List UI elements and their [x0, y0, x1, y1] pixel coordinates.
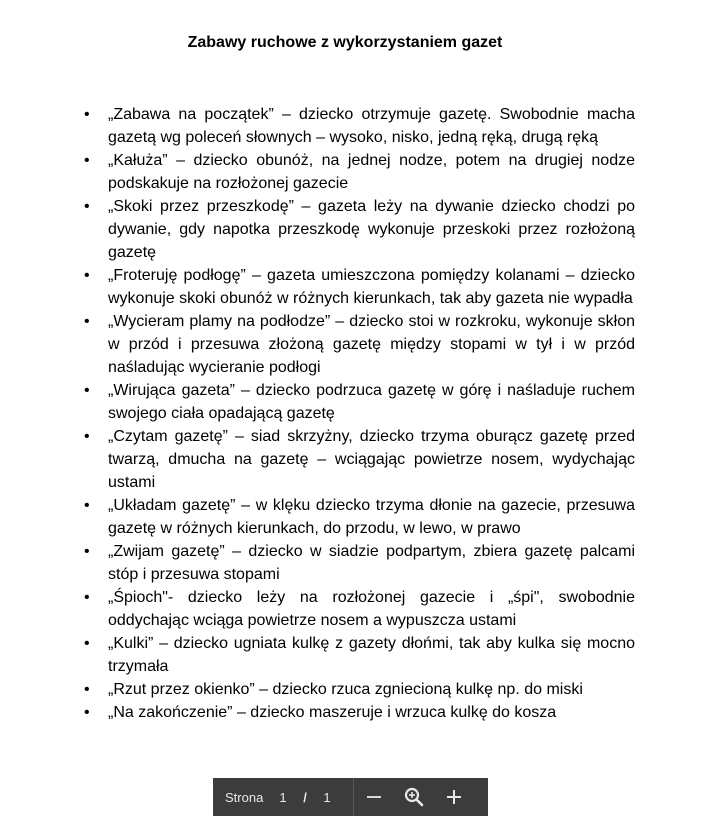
list-item — [80, 103, 635, 149]
page-separator: / — [303, 789, 307, 805]
list-item-text: „Froteruję podłogę” – gazeta umieszczona pomiędzy kolanami – dziecko wykonuje skoki obunóż w różnych kierunkach, tak aby gazeta nie wypadła — [108, 267, 635, 307]
list-item-text: „Rzut przez okienko” – dziecko rzuca zgniecioną kulkę np. do miski — [108, 681, 583, 698]
list-item-text: „Na zakończenie” – dziecko maszeruje i wrzuca kulkę do kosza — [108, 704, 557, 721]
list-item-text: „Zabawa na początek” – dziecko otrzymuje gazetę. Swobodnie macha gazetą wg poleceń słownych – wysoko, nisko, jedną ręką, drugą ręką — [108, 106, 635, 146]
bullet-icon: • — [84, 543, 90, 560]
activity-list — [80, 103, 635, 724]
total-pages: 1 — [323, 789, 331, 805]
list-item-text: „Śpioch"- dziecko leży na rozłożonej gazecie i „śpi", swobodnie oddychając wciąga powietrze nosem a wypuszcza ustami — [108, 589, 635, 629]
list-item — [80, 195, 635, 264]
list-item-text: „Układam gazetę” – w klęku dziecko trzyma dłonie na gazecie, przesuwa gazetę w różnych kierunkach, do przodu, w lewo, w prawo — [108, 497, 635, 537]
zoom-button[interactable] — [394, 778, 434, 816]
magnifier-zoom-icon — [404, 787, 424, 807]
list-item — [80, 632, 635, 678]
page-toolbar — [213, 778, 488, 816]
bullet-icon: • — [84, 106, 90, 123]
list-item-text: „Kulki” – dziecko ugniata kulkę z gazety dłońmi, tak aby kulka się mocno trzymała — [108, 635, 635, 675]
list-item-text: „Skoki przez przeszkodę” – gazeta leży na dywanie dziecko chodzi po dywanie, gdy napotka przeszkodę wykonuje przeskoki przez rozłożoną gazetę — [108, 198, 635, 261]
list-item — [80, 678, 635, 701]
zoom-out-button[interactable] — [354, 778, 394, 816]
bullet-icon: • — [84, 267, 90, 284]
list-item-text: „Wycieram plamy na podłodze” – dziecko stoi w rozkroku, wykonuje skłon w przód i przesuwa złożoną gazetę między stopami w tył i w przód naśladując wycieranie podłogi — [108, 313, 635, 376]
list-item — [80, 425, 635, 494]
bullet-icon: • — [84, 313, 90, 330]
list-item — [80, 149, 635, 195]
list-item — [80, 264, 635, 310]
list-item-text: „Czytam gazetę” – siad skrzyżny, dziecko trzyma oburącz gazetę przed twarzą, dmucha na gazetę – wciągając powietrze nosem, wydychając ustami — [108, 428, 635, 491]
minus-icon — [366, 789, 382, 805]
current-page-field[interactable]: 1 — [279, 789, 287, 805]
list-item — [80, 379, 635, 425]
bullet-icon: • — [84, 704, 90, 721]
bullet-icon: • — [84, 428, 90, 445]
list-item-text: „Zwijam gazetę” – dziecko w siadzie podpartym, zbiera gazetę palcami stóp i przesuwa stopami — [108, 543, 635, 583]
page-label: Strona — [225, 789, 264, 805]
plus-icon — [446, 789, 462, 805]
list-item-text: „Wirująca gazeta” – dziecko podrzuca gazetę w górę i naśladuje ruchem swojego ciała opadającą gazetę — [108, 382, 635, 422]
list-item — [80, 701, 635, 724]
list-item — [80, 494, 635, 540]
bullet-icon: • — [84, 198, 90, 215]
list-item — [80, 540, 635, 586]
bullet-icon: • — [84, 382, 90, 399]
list-item-text: „Kałuża” – dziecko obunóż, na jednej nodze, potem na drugiej nodze podskakuje na rozłożonej gazecie — [108, 152, 635, 192]
list-item — [80, 586, 635, 632]
bullet-icon: • — [84, 497, 90, 514]
bullet-icon: • — [84, 152, 90, 169]
bullet-icon: • — [84, 635, 90, 652]
document-title: Zabawy ruchowe z wykorzystaniem gazet — [187, 34, 503, 51]
list-item — [80, 310, 635, 379]
bullet-icon: • — [84, 589, 90, 606]
bullet-icon: • — [84, 681, 90, 698]
zoom-in-button[interactable] — [434, 778, 474, 816]
